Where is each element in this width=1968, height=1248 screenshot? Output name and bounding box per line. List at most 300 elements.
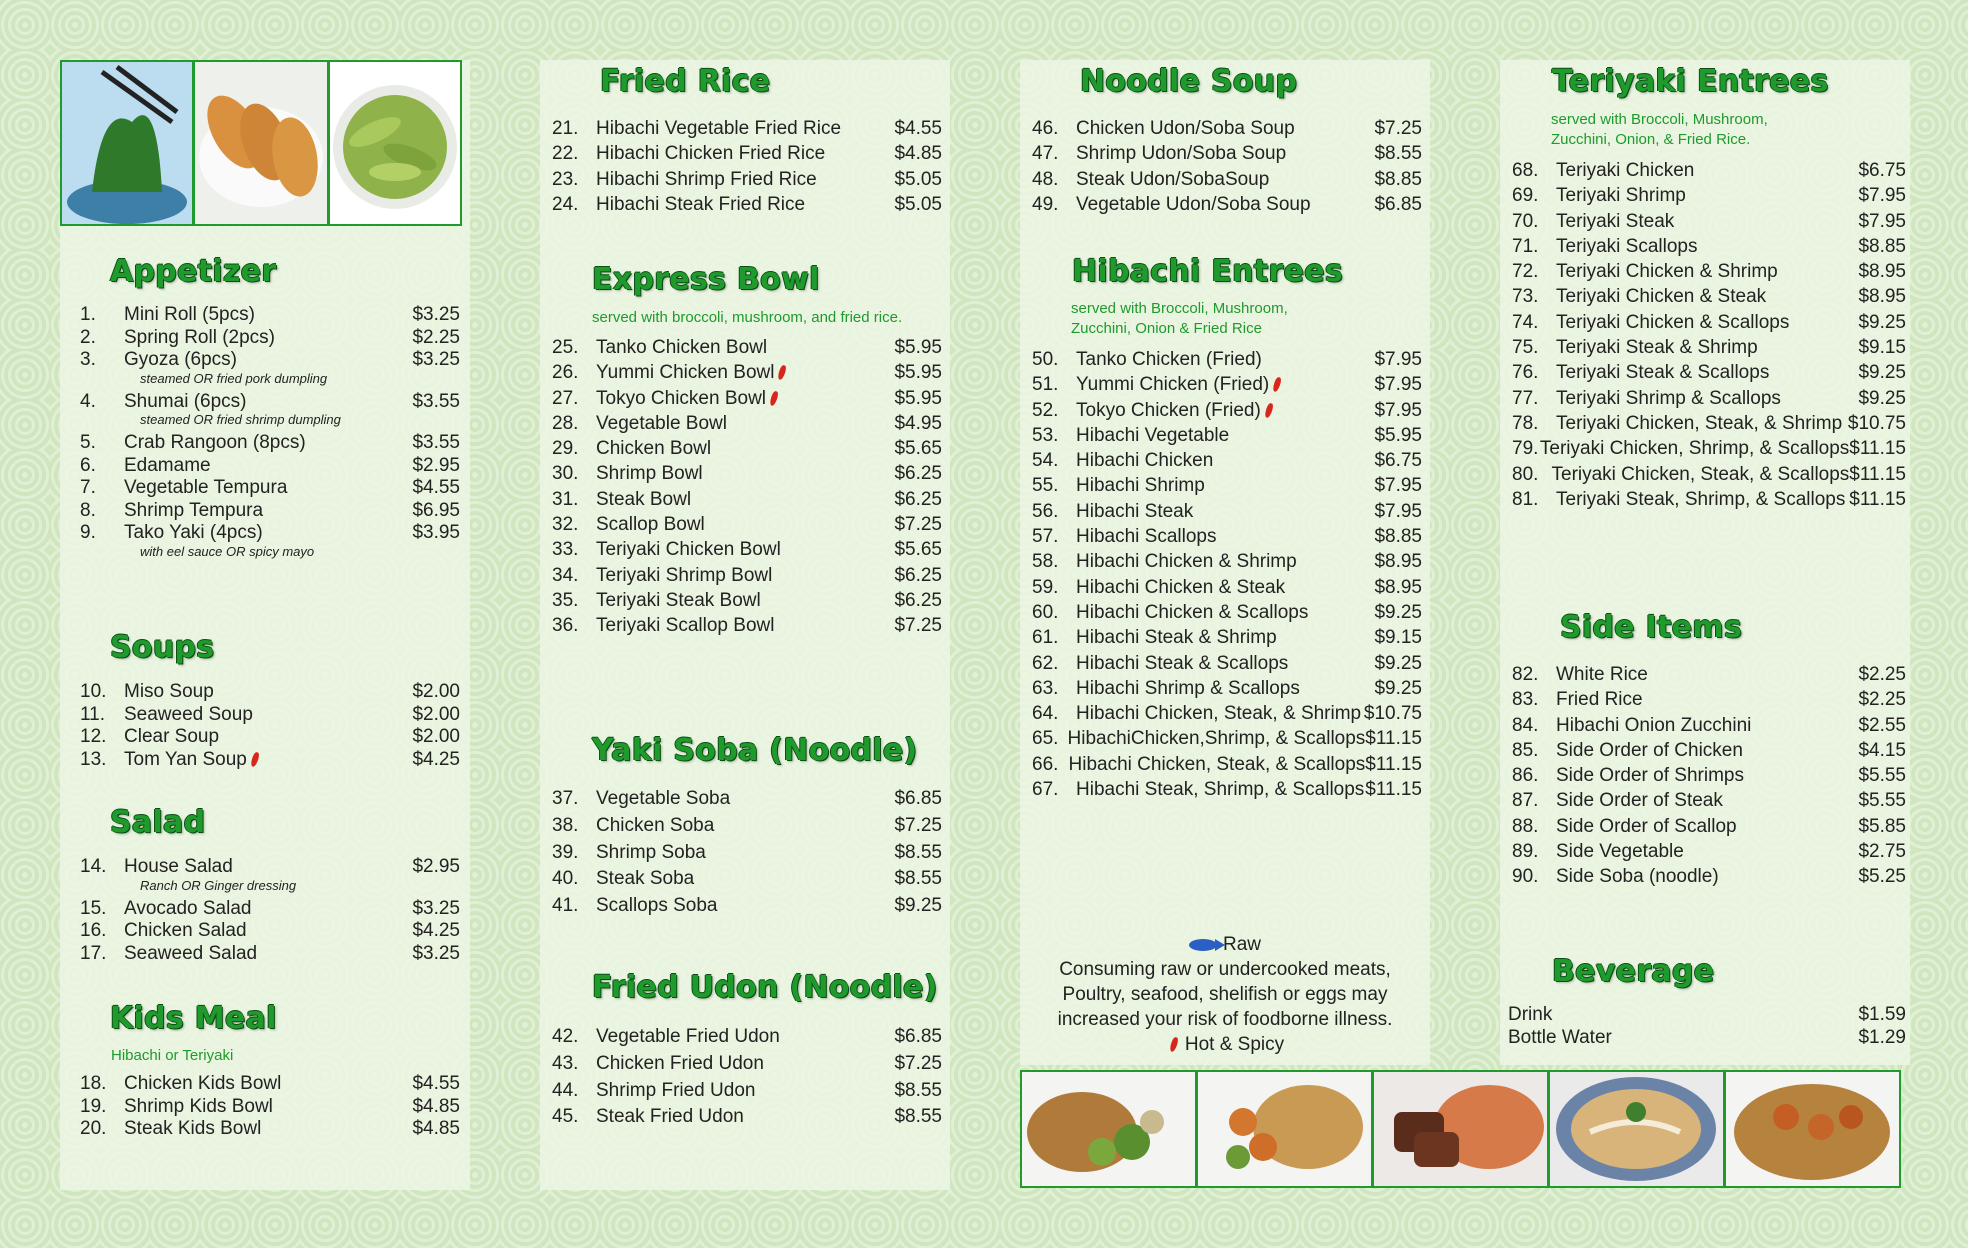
item-name-text: Steak Kids Bowl — [124, 1118, 262, 1139]
item-name-text: Teriyaki Chicken, Steak, & Shrimp — [1556, 412, 1843, 434]
item-price: $5.55 — [1858, 790, 1906, 812]
item-number: 22. — [552, 143, 579, 165]
item-price: $5.65 — [894, 539, 942, 561]
raw-warning-line-3: increased your risk of foodborne illness. — [1057, 1009, 1393, 1030]
item-name — [1076, 450, 1374, 472]
item-name-text: Hibachi Steak & Scallops — [1076, 652, 1289, 674]
item-price: $5.95 — [894, 387, 942, 409]
item-name-text: House Salad — [124, 856, 233, 877]
edamame-photo — [330, 62, 460, 224]
menu-item — [552, 842, 942, 869]
menu-item — [80, 477, 460, 500]
item-price: $11.15 — [1365, 728, 1422, 750]
item-price: $7.95 — [1374, 374, 1422, 396]
item-name — [1556, 261, 1858, 283]
item-price: $2.25 — [1858, 689, 1906, 711]
salad-list — [80, 856, 460, 965]
kids-meal-subtitle: Hibachi or Teriyaki — [111, 1047, 234, 1064]
item-price: $5.05 — [894, 168, 942, 190]
menu-item — [552, 539, 942, 564]
item-name-text: Hibachi Chicken & Scallops — [1076, 601, 1309, 623]
menu-item — [1512, 438, 1906, 463]
item-name — [1556, 413, 1848, 435]
item-name — [124, 477, 412, 499]
item-name — [1556, 664, 1858, 686]
item-number: 27. — [552, 387, 579, 409]
item-number: 23. — [552, 168, 579, 190]
item-number: 52. — [1032, 399, 1059, 421]
item-name-text: Shrimp Udon/Soba Soup — [1076, 143, 1287, 165]
fried-rice-title: Fried Rice — [600, 64, 771, 99]
item-number: 77. — [1512, 387, 1539, 409]
item-price: $6.85 — [1374, 193, 1422, 215]
item-price: $7.95 — [1858, 210, 1906, 232]
item-price: $9.25 — [1858, 311, 1906, 333]
item-name-text: Fried Rice — [1556, 689, 1643, 711]
item-name — [596, 842, 894, 864]
item-number: 78. — [1512, 412, 1539, 434]
item-price: $5.95 — [894, 362, 942, 384]
item-number: 72. — [1512, 261, 1539, 283]
noodle-soup-title: Noodle Soup — [1080, 64, 1298, 99]
item-number: 86. — [1512, 765, 1539, 787]
item-number: 50. — [1032, 349, 1059, 370]
fried-udon-list — [552, 1026, 942, 1133]
item-name — [596, 194, 894, 216]
item-number: 12. — [80, 726, 107, 747]
menu-item — [552, 788, 942, 815]
menu-item — [1512, 664, 1906, 689]
gyoza-photo — [195, 62, 327, 224]
menu-item — [1032, 374, 1422, 399]
item-price: $7.25 — [894, 514, 942, 536]
item-name — [124, 1073, 412, 1095]
item-name-text: Steak Bowl — [596, 488, 692, 510]
item-name — [1076, 653, 1374, 675]
item-name-text: Teriyaki Steak, Shrimp, & Scallops — [1556, 488, 1846, 510]
item-name — [596, 362, 894, 384]
menu-item — [1032, 627, 1422, 652]
menu-item — [80, 704, 460, 727]
item-price: $6.25 — [894, 589, 942, 611]
item-name — [1076, 627, 1374, 649]
item-number: 5. — [80, 432, 96, 453]
item-name — [1556, 362, 1858, 384]
item-price: $8.85 — [1374, 526, 1422, 548]
item-price: $9.25 — [894, 895, 942, 917]
item-name — [124, 455, 412, 477]
item-price: $2.00 — [412, 726, 460, 747]
item-note: steamed OR fried pork dumpling — [140, 370, 328, 386]
menu-item — [552, 565, 942, 590]
item-price: $4.85 — [894, 143, 942, 165]
item-price: $8.55 — [894, 841, 942, 863]
item-price: $9.15 — [1374, 627, 1422, 649]
item-price: $4.55 — [894, 118, 942, 139]
raw-warning-line-1: Consuming raw or undercooked meats, — [1059, 959, 1391, 980]
item-number: 16. — [80, 920, 107, 941]
item-name-text: Steak Soba — [596, 868, 695, 890]
item-price: $8.95 — [1858, 286, 1906, 308]
item-number: 37. — [552, 788, 579, 809]
menu-item — [80, 500, 460, 523]
item-price: $11.15 — [1849, 463, 1906, 485]
item-name-text: Vegetable Soba — [596, 788, 731, 809]
chili-pepper-icon — [769, 390, 779, 406]
item-name — [1508, 1004, 1858, 1026]
menu-item — [80, 726, 460, 749]
item-name-text: Teriyaki Chicken, Shrimp, & Scallops — [1539, 438, 1850, 460]
menu-item — [552, 868, 942, 895]
item-number: 20. — [80, 1118, 107, 1139]
menu-item — [80, 749, 460, 772]
fried-udon-title: Fried Udon (Noodle) — [592, 970, 938, 1005]
item-number: 70. — [1512, 210, 1539, 232]
item-name — [596, 895, 894, 917]
menu-item — [552, 463, 942, 488]
item-number: 29. — [552, 438, 579, 460]
item-price: $8.55 — [894, 1079, 942, 1101]
item-number: 53. — [1032, 424, 1059, 446]
item-price: $3.95 — [412, 522, 460, 543]
item-name — [124, 749, 412, 771]
menu-item — [80, 1073, 460, 1096]
item-number: 75. — [1512, 337, 1539, 359]
hibachi-entrees-title: Hibachi Entrees — [1072, 254, 1344, 289]
item-name-text: Shrimp Tempura — [124, 499, 264, 521]
item-name-text: Teriyaki Steak & Scallops — [1556, 362, 1770, 384]
item-price: $6.75 — [1374, 450, 1422, 472]
appetizer-title: Appetizer — [110, 254, 277, 289]
item-name-text: Chicken Udon/Soba Soup — [1076, 118, 1295, 139]
item-name-text: Chicken Soba — [596, 814, 715, 836]
item-name-text: Hibachi Chicken, Steak, & Shrimp — [1076, 703, 1362, 725]
menu-item — [80, 455, 460, 478]
item-price: $8.55 — [894, 868, 942, 890]
item-price: $3.25 — [412, 304, 460, 325]
item-name-text: Teriyaki Shrimp Bowl — [596, 564, 773, 586]
item-number: 6. — [80, 454, 96, 476]
item-number: 79. — [1512, 438, 1539, 460]
hibachi-vegetable-photo — [1022, 1072, 1195, 1186]
item-name — [596, 337, 894, 359]
item-name-text: Steak Udon/SobaSoup — [1076, 168, 1270, 190]
item-number: 39. — [552, 841, 579, 863]
item-name-text: Teriyaki Chicken & Steak — [1556, 286, 1767, 308]
item-number: 71. — [1512, 235, 1539, 257]
item-price: $6.85 — [894, 1026, 942, 1047]
fish-icon — [1189, 939, 1217, 951]
item-price: $4.95 — [894, 412, 942, 434]
item-price: $5.95 — [894, 337, 942, 358]
item-name-text: Shrimp Fried Udon — [596, 1079, 756, 1101]
item-name — [1076, 400, 1374, 422]
item-price: $7.25 — [894, 814, 942, 836]
item-price: $1.29 — [1858, 1026, 1906, 1048]
item-number: 87. — [1512, 790, 1539, 812]
noodle-soup-list — [1032, 118, 1422, 219]
menu-item — [1032, 779, 1422, 804]
menu-item — [1512, 413, 1906, 438]
menu-item — [80, 1096, 460, 1119]
item-number: 28. — [552, 412, 579, 434]
item-price: $10.75 — [1363, 703, 1422, 725]
item-name-text: Tokyo Chicken (Fried) — [1076, 399, 1261, 421]
menu-item — [1508, 1004, 1906, 1027]
item-name-text: Edamame — [124, 454, 211, 476]
item-price: $7.95 — [1374, 399, 1422, 421]
item-name-text: Hibachi Steak & Shrimp — [1076, 627, 1277, 649]
item-name-text: Crab Rangoon (8pcs) — [124, 432, 306, 453]
item-name-text: White Rice — [1556, 664, 1648, 685]
item-name-text: Chicken Fried Udon — [596, 1052, 764, 1074]
item-name — [1076, 143, 1374, 165]
item-name-text: Side Soba (noodle) — [1556, 866, 1719, 888]
item-price: $8.95 — [1858, 261, 1906, 283]
item-name-text: Hibachi Chicken — [1076, 450, 1214, 472]
menu-item — [80, 681, 460, 704]
item-number: 68. — [1512, 160, 1539, 181]
item-name-text: Side Vegetable — [1556, 841, 1684, 863]
appetizer-list — [80, 304, 460, 564]
item-price: $7.95 — [1374, 475, 1422, 497]
menu-item — [552, 413, 942, 438]
menu-item — [1032, 143, 1422, 168]
item-name-text: Teriyaki Chicken — [1556, 160, 1695, 181]
item-price: $2.95 — [412, 856, 460, 877]
hibachi-entrees-list — [1032, 349, 1422, 804]
item-name — [1556, 185, 1858, 207]
item-name — [1556, 388, 1858, 410]
item-name — [1556, 866, 1858, 888]
item-price: $6.75 — [1858, 160, 1906, 181]
item-number: 35. — [552, 589, 579, 611]
item-name-text: Hibachi Shrimp — [1076, 475, 1205, 497]
item-number: 38. — [552, 814, 579, 836]
item-name — [596, 118, 894, 140]
item-name — [124, 1096, 412, 1118]
item-number: 11. — [80, 703, 106, 725]
teriyaki-entrees-list — [1512, 160, 1906, 514]
item-number: 34. — [552, 564, 579, 586]
menu-item — [80, 943, 460, 966]
teriyaki-entrees-subtitle-2: Zucchini, Onion, & Fried Rice. — [1551, 131, 1751, 148]
menu-item — [1512, 261, 1906, 286]
menu-item — [552, 1080, 942, 1107]
spicy-legend: Hot & Spicy — [1020, 1032, 1430, 1057]
item-name-text: Hibachi Steak, Shrimp, & Scallops — [1076, 779, 1365, 801]
item-number: 90. — [1512, 866, 1539, 888]
item-name — [124, 704, 412, 726]
menu-item — [552, 1053, 942, 1080]
appetizer-photo-strip — [60, 60, 462, 226]
item-name-text: Drink — [1508, 1004, 1553, 1025]
item-number: 43. — [552, 1052, 579, 1074]
chili-pepper-icon — [1264, 402, 1274, 418]
item-name-text: Teriyaki Chicken & Shrimp — [1556, 261, 1778, 283]
item-name — [124, 522, 412, 544]
item-name-text: Vegetable Bowl — [596, 412, 727, 434]
item-name — [596, 169, 894, 191]
item-number: 48. — [1032, 168, 1059, 190]
item-name-text: Hibachi Chicken, Steak, & Scallops — [1068, 753, 1366, 775]
menu-item — [1032, 602, 1422, 627]
item-name — [1076, 475, 1374, 497]
item-price: $5.55 — [1858, 765, 1906, 787]
item-number: 9. — [80, 522, 96, 543]
item-price: $4.85 — [412, 1095, 460, 1117]
item-price: $4.15 — [1858, 739, 1906, 761]
kids-meal-title: Kids Meal — [110, 1001, 277, 1036]
item-number: 4. — [80, 390, 96, 412]
item-number: 24. — [552, 193, 579, 215]
item-price: $4.85 — [412, 1118, 460, 1139]
item-name-text: Shrimp Kids Bowl — [124, 1095, 273, 1117]
item-name — [596, 590, 894, 612]
item-name-text: Teriyaki Scallops — [1556, 235, 1698, 257]
item-price: $5.65 — [894, 438, 942, 460]
item-price: $7.95 — [1374, 349, 1422, 370]
beverage-list — [1508, 1004, 1906, 1049]
menu-item — [1032, 425, 1422, 450]
menu-item — [1032, 728, 1422, 753]
menu-item — [1032, 118, 1422, 143]
item-price: $2.00 — [412, 681, 460, 702]
item-name — [1556, 740, 1858, 762]
item-name-text: Chicken Salad — [124, 920, 247, 941]
item-note: with eel sauce OR spicy mayo — [140, 543, 315, 559]
item-name — [124, 920, 412, 942]
item-name — [596, 565, 894, 587]
menu-item — [1512, 715, 1906, 740]
item-name-text: Clear Soup — [124, 726, 220, 747]
item-name — [1076, 602, 1374, 624]
item-number: 55. — [1032, 475, 1059, 497]
item-name — [124, 726, 412, 748]
menu-item — [1512, 236, 1906, 261]
item-name-text: Miso Soup — [124, 681, 214, 702]
item-price: $6.85 — [894, 788, 942, 809]
menu-item — [552, 337, 942, 362]
menu-item — [552, 143, 942, 168]
salad-title: Salad — [110, 805, 206, 840]
item-price: $4.25 — [412, 920, 460, 941]
item-number: 56. — [1032, 500, 1059, 522]
item-price: $4.55 — [412, 1073, 460, 1094]
item-name-text: Hibachi Chicken & Shrimp — [1076, 551, 1297, 573]
item-name — [596, 815, 894, 837]
item-name — [1076, 501, 1374, 523]
item-number: 19. — [80, 1095, 107, 1117]
item-name — [124, 1118, 412, 1140]
item-name — [1556, 286, 1858, 308]
item-number: 66. — [1032, 753, 1059, 775]
item-name — [124, 500, 412, 522]
item-price: $9.25 — [1374, 601, 1422, 623]
item-name — [596, 514, 894, 536]
item-price: $11.15 — [1849, 438, 1906, 460]
item-name — [1076, 678, 1374, 700]
menu-item — [552, 388, 942, 413]
menu-item — [1512, 211, 1906, 236]
item-number: 10. — [80, 681, 107, 702]
item-price: $8.85 — [1858, 235, 1906, 257]
hibachi-shrimp-photo — [1198, 1072, 1371, 1186]
item-name-text: Shrimp Soba — [596, 841, 706, 863]
soups-title: Soups — [110, 630, 215, 665]
item-price: $2.25 — [412, 326, 460, 348]
yaki-soba-list — [552, 788, 942, 922]
item-name-text: Scallops Soba — [596, 895, 718, 917]
item-name-text: Hibachi Shrimp & Scallops — [1076, 677, 1300, 699]
beverage-title: Beverage — [1552, 954, 1715, 989]
item-name — [1556, 790, 1858, 812]
item-name-text: Side Order of Scallop — [1556, 815, 1737, 837]
item-name — [124, 898, 412, 920]
item-number: 65. — [1032, 728, 1059, 750]
item-name-text: Chicken Kids Bowl — [124, 1073, 282, 1094]
item-price: $7.25 — [1374, 118, 1422, 139]
item-number: 32. — [552, 514, 579, 536]
item-name-text: Seaweed Soup — [124, 703, 253, 725]
item-price: $7.25 — [894, 1052, 942, 1074]
item-name — [1552, 464, 1850, 486]
menu-item — [1032, 450, 1422, 475]
item-name — [596, 1053, 894, 1075]
item-name — [1556, 489, 1849, 511]
item-name — [1540, 438, 1849, 460]
item-name-text: Tom Yan Soup — [124, 748, 247, 770]
item-number: 36. — [552, 615, 579, 637]
menu-item — [552, 118, 942, 143]
item-name — [1076, 703, 1364, 725]
item-number: 82. — [1512, 664, 1539, 685]
item-price: $7.95 — [1858, 185, 1906, 207]
item-price: $8.85 — [1374, 168, 1422, 190]
menu-item — [1512, 841, 1906, 866]
hibachi-entrees-subtitle-1: served with Broccoli, Mushroom, — [1071, 300, 1288, 317]
menu-item — [1512, 489, 1906, 514]
item-name-text: Side Order of Chicken — [1556, 739, 1743, 761]
item-name-text: Vegetable Udon/Soba Soup — [1076, 193, 1311, 215]
hibachi-entrees-subtitle-2: Zucchini, Onion & Fried Rice — [1071, 320, 1262, 337]
item-number: 57. — [1032, 526, 1059, 548]
item-price: $2.95 — [412, 454, 460, 476]
menu-item — [1512, 689, 1906, 714]
item-price: $9.25 — [1374, 652, 1422, 674]
item-name — [1076, 526, 1374, 548]
item-name — [1556, 160, 1858, 182]
item-number: 30. — [552, 463, 579, 485]
item-name-text: Teriyaki Chicken, Steak, & Scallops — [1551, 463, 1850, 485]
item-name-text: Teriyaki Shrimp — [1556, 185, 1686, 207]
item-number: 83. — [1512, 689, 1539, 711]
item-number: 89. — [1512, 841, 1539, 863]
item-name — [1068, 728, 1366, 750]
menu-item — [80, 898, 460, 921]
item-name — [1076, 551, 1374, 573]
teriyaki-entrees-subtitle-1: served with Broccoli, Mushroom, — [1551, 111, 1768, 128]
item-number: 84. — [1512, 714, 1539, 736]
item-name — [1556, 236, 1858, 258]
menu-item — [1032, 194, 1422, 219]
item-number: 26. — [552, 362, 579, 384]
item-name-text: Yummi Chicken Bowl — [596, 362, 775, 384]
item-number: 13. — [80, 748, 107, 770]
menu-item — [80, 391, 460, 414]
menu-item — [80, 920, 460, 943]
menu-item — [80, 349, 460, 372]
